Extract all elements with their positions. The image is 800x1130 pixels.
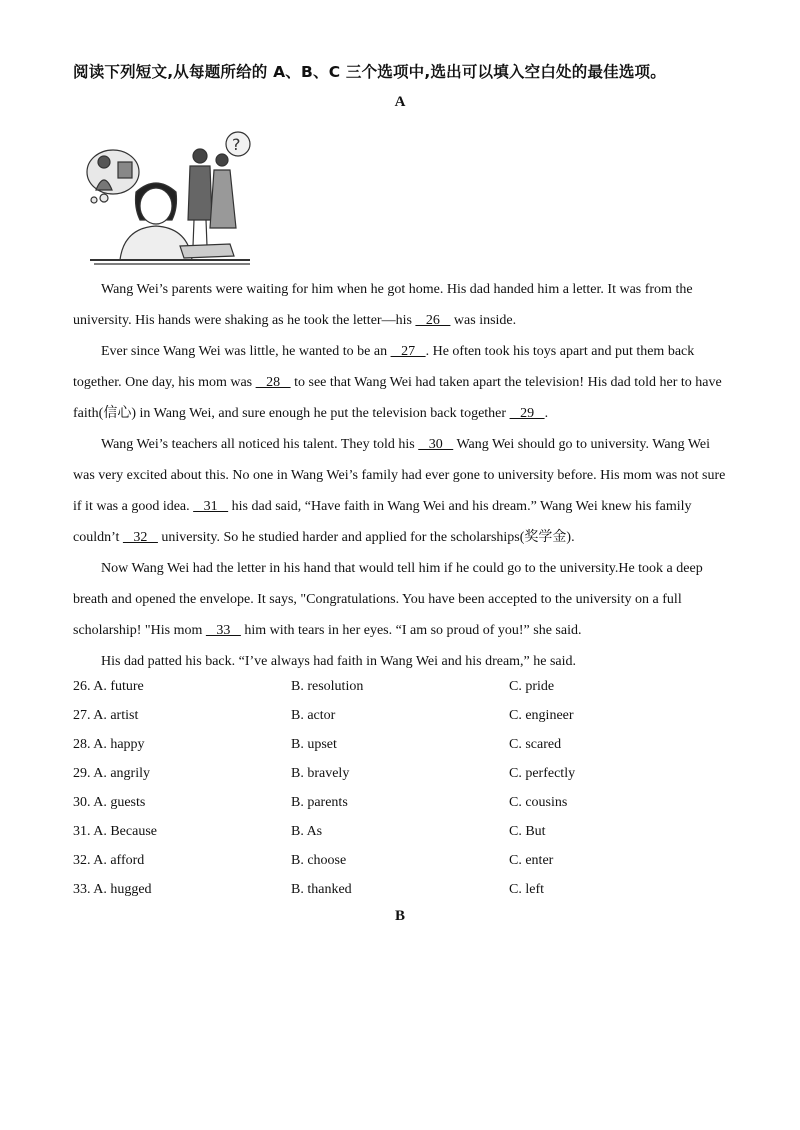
- option-b[interactable]: B. resolution: [291, 679, 364, 694]
- option-c[interactable]: C. left: [509, 882, 544, 897]
- option-b[interactable]: B. choose: [291, 853, 347, 868]
- option-a[interactable]: 28. A. happy: [73, 737, 145, 752]
- option-c[interactable]: C. enter: [509, 853, 554, 868]
- option-c[interactable]: C. perfectly: [509, 766, 576, 781]
- option-b[interactable]: B. upset: [291, 737, 337, 752]
- blank-31: 31: [193, 499, 229, 514]
- section-heading-a: A: [394, 94, 406, 110]
- option-a[interactable]: 33. A. hugged: [73, 882, 152, 897]
- reading-passage: [73, 274, 727, 677]
- option-c[interactable]: C. pride: [509, 679, 555, 694]
- blank-28: 28: [255, 375, 291, 390]
- option-c[interactable]: C. cousins: [509, 795, 568, 810]
- passage-paragraph-4: Now Wang Wei had the letter in his hand that would tell him if he could go to the university.He took a deep breath and opened the envelope. It says, "Congratulations. You have been accepted to the university on a full scholarship! "His mom 33 him with tears in her eyes. “I am so proud of you!” she said.: [73, 561, 703, 638]
- option-a[interactable]: 27. A. artist: [73, 708, 139, 723]
- option-a[interactable]: 31. A. Because: [73, 824, 157, 839]
- illustration-boy-reading-letter: [80, 128, 258, 268]
- blank-29: 29: [509, 406, 545, 421]
- instruction-text: 阅读下列短文,从每题所给的 A、B、C 三个选项中,选出可以填入空白处的最佳选项。: [73, 63, 666, 81]
- option-c[interactable]: C. scared: [509, 737, 562, 752]
- blank-32: 32: [122, 530, 158, 545]
- option-b[interactable]: B. As: [291, 824, 323, 839]
- option-a[interactable]: 30. A. guests: [73, 795, 146, 810]
- option-a[interactable]: 29. A. angrily: [73, 766, 150, 781]
- option-b[interactable]: B. parents: [291, 795, 348, 810]
- section-heading-b: B: [394, 908, 405, 924]
- option-b[interactable]: B. thanked: [291, 882, 352, 897]
- passage-paragraph-3: Wang Wei’s teachers all noticed his talent. They told his 30 Wang Wei should go to university. Wang Wei was very excited about this. No one in Wang Wei’s family had ever gone to university before. His mom was not sure if it was a good idea. 31 his dad said, “Have faith in Wang Wei and his dream.” Wang Wei knew his family couldn’t 32 university. So he studied harder and applied for the scholarships(奖学金).: [73, 437, 726, 545]
- blank-30: 30: [418, 437, 454, 452]
- option-c[interactable]: C. But: [509, 824, 546, 839]
- option-b[interactable]: B. bravely: [291, 766, 350, 781]
- option-a[interactable]: 32. A. afford: [73, 853, 145, 868]
- blank-26: 26: [415, 313, 451, 328]
- blank-27: 27: [390, 344, 426, 359]
- passage-paragraph-5: His dad patted his back. “I’ve always had faith in Wang Wei and his dream,” he said.: [101, 654, 577, 669]
- svg-text:?: ?: [232, 135, 241, 154]
- passage-paragraph-1: Wang Wei’s parents were waiting for him when he got home. His dad handed him a letter. It was from the university. His hands were shaking as he took the letter—his 26 was inside.: [73, 282, 693, 328]
- blank-33: 33: [205, 623, 241, 638]
- passage-paragraph-2: Ever since Wang Wei was little, he wanted to be an 27 . He often took his toys apart and put them back together. One day, his mom was 28 to see that Wang Wei had taken apart the television! His dad told her to have faith(信心) in Wang Wei, and sure enough he put the television back together 29 .: [73, 344, 722, 421]
- option-a[interactable]: 26. A. future: [73, 679, 144, 694]
- option-c[interactable]: C. engineer: [509, 708, 574, 723]
- option-b[interactable]: B. actor: [291, 708, 336, 723]
